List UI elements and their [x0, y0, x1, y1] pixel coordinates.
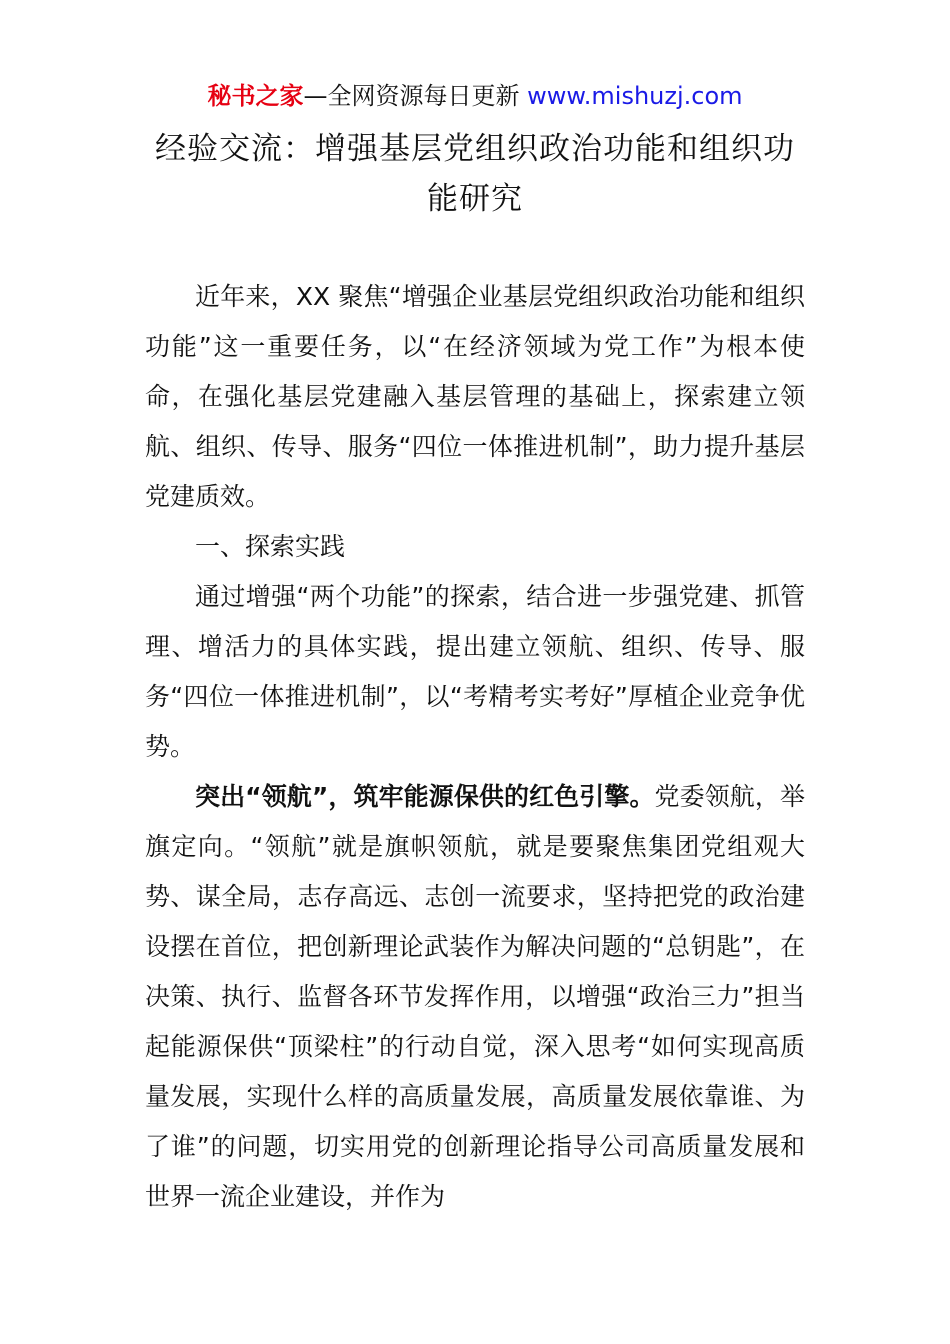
intro-paragraph: 近年来，XX 聚焦“增强企业基层党组织政治功能和组织功能”这一重要任务，以“在经济领域为党工作”为根本使命，在强化基层党建融入基层管理的基础上，探索建立领航、组织、传导、服务“四位一体推进机制”，助力提升基层党建质效。: [145, 282, 805, 511]
section-paragraph: 通过增强“两个功能”的探索，结合进一步强党建、抓管理、增活力的具体实践，提出建立领航、组织、传导、服务“四位一体推进机制”，以“考精考实考好”厚植企业竞争优势。: [145, 582, 805, 761]
subsection-text: 党委领航，举旗定向。“领航”就是旗帜领航，就是要聚焦集团党组观大势、谋全局，志存高远、志创一流要求，坚持把党的政治建设摆在首位，把创新理论武装作为解决问题的“总钥匙”，在决策、执行、监督各环节发挥作用，以增强“政治三力”担当起能源保供“顶梁柱”的行动自觉，深入思考“如何实现高质量发展，实现什么样的高质量发展，高质量发展依靠谁、为了谁”的问题，切实用党的创新理论指导公司高质量发展和世界一流企业建设，并作为: [145, 782, 805, 1211]
header-tagline: —全网资源每日更新: [303, 82, 528, 110]
section-heading: 一、探索实践: [195, 532, 346, 561]
subsection-heading: 突出“领航”，筑牢能源保供的红色引擎。: [195, 782, 655, 811]
brand-name: 秘书之家: [207, 82, 304, 110]
subsection-paragraph: [145, 772, 805, 1222]
site-url-link[interactable]: www.mishuzj.com: [527, 82, 743, 110]
site-header: [0, 80, 950, 112]
document-title: 经验交流：增强基层党组织政治功能和组织功能研究: [155, 131, 795, 217]
document-body: [145, 272, 805, 1222]
